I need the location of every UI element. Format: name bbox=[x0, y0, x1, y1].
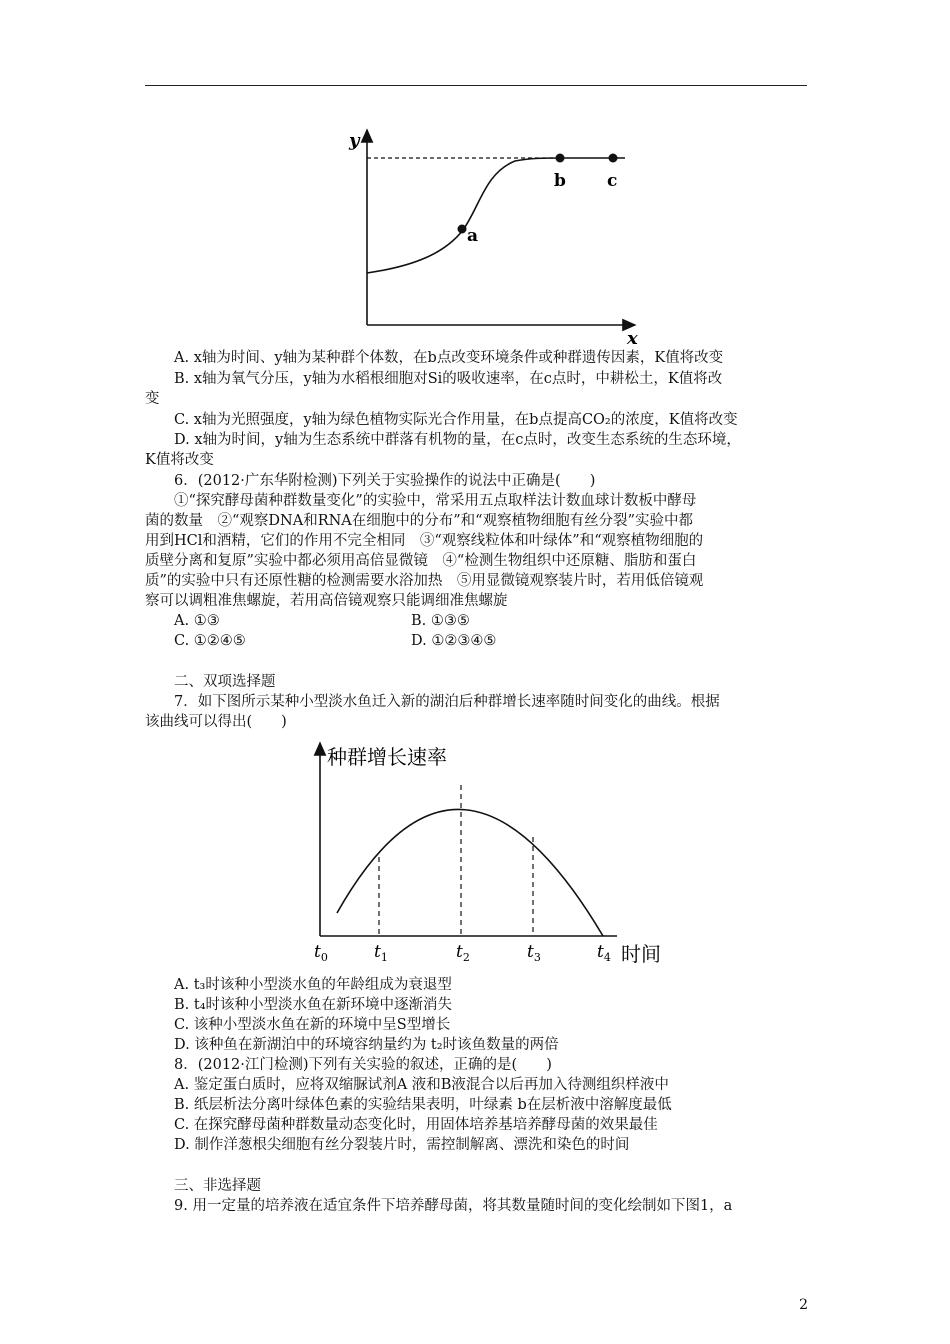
figure-growth-rate bbox=[305, 735, 665, 970]
q5-option-d-cont: K值将改变 bbox=[145, 452, 214, 468]
q7-option-a: A. t₃时该种小型淡水鱼的年龄组成为衰退型 bbox=[174, 977, 452, 993]
tick-label-t2: $t_2$ bbox=[456, 942, 470, 964]
tick-label-t4: $t_4$ bbox=[597, 942, 611, 964]
point-b-label: b bbox=[554, 171, 566, 191]
growth-rate-curve bbox=[337, 809, 603, 936]
q8-option-b: B. 纸层析法分离叶绿体色素的实验结果表明，叶绿素 b在层析液中溶解度最低 bbox=[174, 1097, 672, 1113]
point-a-label: a bbox=[467, 226, 479, 246]
point-c-label: c bbox=[607, 171, 618, 191]
q6-body-line: 质壁分离和复原”实验中都必须用高倍显微镜 ④“检测生物组织中还原糖、脂肪和蛋白 bbox=[145, 553, 697, 569]
x-axis-label: 时间 bbox=[621, 942, 661, 966]
q7-option-d: D. 该种鱼在新湖泊中的环境容纳量约为 t₂时该鱼数量的两倍 bbox=[174, 1037, 559, 1053]
q6-option-c: C. ①②④⑤ bbox=[174, 633, 246, 649]
header-rule bbox=[145, 85, 807, 86]
q6-body-line: 用到HCl和酒精，它们的作用不完全相同 ③“观察线粒体和叶绿体”和“观察植物细胞的 bbox=[145, 533, 704, 549]
q5-option-a: A. x轴为时间、y轴为某种群个体数，在b点改变环境条件或种群遗传因素，K值将改变 bbox=[174, 350, 724, 366]
tick-label-t1: $t_1$ bbox=[374, 942, 388, 964]
section-2-heading: 二、双项选择题 bbox=[174, 674, 276, 690]
q6-stem: 6．(2012·广东华附检测)下列关于实验操作的说法中正确是( ) bbox=[174, 473, 596, 489]
q6-body-line: 菌的数量 ②“观察DNA和RNA在细胞中的分布”和“观察植物细胞有丝分裂”实验中都 bbox=[145, 513, 694, 529]
q8-option-a: A. 鉴定蛋白质时，应将双缩脲试剂A 液和B液混合以后再加入待测组织样液中 bbox=[174, 1077, 669, 1093]
q7-option-b: B. t₄时该种小型淡水鱼在新环境中逐渐消失 bbox=[174, 997, 453, 1013]
q6-option-a: A. ①③ bbox=[174, 613, 220, 629]
x-axis-label: x bbox=[627, 328, 638, 348]
q6-option-b: B. ①③⑤ bbox=[411, 613, 470, 629]
q8-option-c: C. 在探究酵母菌种群数量动态变化时，用固体培养基培养酵母菌的效果最佳 bbox=[174, 1117, 658, 1133]
point-c bbox=[609, 154, 618, 163]
q6-body-line: ①“探究酵母菌种群数量变化”的实验中，常采用五点取样法计数血球计数板中酵母 bbox=[174, 493, 697, 509]
s-curve bbox=[367, 158, 625, 273]
q5-option-c: C. x轴为光照强度，y轴为绿色植物实际光合作用量，在b点提高CO₂的浓度，K值将改变 bbox=[174, 412, 738, 428]
q6-body-line: 质”的实验中只有还原性糖的检测需要水浴加热 ⑤用显微镜观察装片时，若用低倍镜观 bbox=[145, 573, 704, 589]
q7-stem-cont: 该曲线可以得出( ) bbox=[145, 714, 287, 730]
q5-option-b-cont: 变 bbox=[145, 391, 160, 407]
q8-option-d: D. 制作洋葱根尖细胞有丝分裂装片时，需控制解离、漂洗和染色的时间 bbox=[174, 1137, 630, 1153]
q8-stem: 8．(2012·江门检测)下列有关实验的叙述，正确的是( ) bbox=[174, 1057, 552, 1073]
q5-option-d: D. x轴为时间，y轴为生态系统中群落有机物的量，在c点时，改变生态系统的生态环境， bbox=[174, 432, 741, 448]
q6-body-line: 察可以调粗准焦螺旋，若用高倍镜观察只能调细准焦螺旋 bbox=[145, 593, 508, 609]
q9-stem: 9. 用一定量的培养液在适宜条件下培养酵母菌，将其数量随时间的变化绘制如下图1，a bbox=[174, 1198, 733, 1214]
page-number: 2 bbox=[799, 1297, 808, 1313]
y-axis-label: y bbox=[349, 130, 360, 151]
point-a bbox=[458, 225, 467, 234]
tick-label-t0: $t_0$ bbox=[314, 942, 328, 964]
q5-option-b: B. x轴为氧气分压，y轴为水稻根细胞对Si的吸收速率，在c点时，中耕松土，K值将改 bbox=[174, 371, 723, 387]
y-axis-label: 种群增长速率 bbox=[327, 745, 447, 769]
section-3-heading: 三、非选择题 bbox=[174, 1178, 261, 1194]
point-b bbox=[556, 154, 565, 163]
q7-option-c: C. 该种小型淡水鱼在新的环境中呈S型增长 bbox=[174, 1017, 451, 1033]
q7-stem: 7．如下图所示某种小型淡水鱼迁入新的湖泊后种群增长速率随时间变化的曲线。根据 bbox=[174, 694, 720, 710]
figure-s-curve bbox=[335, 118, 655, 348]
tick-label-t3: $t_3$ bbox=[527, 942, 541, 964]
q6-option-d: D. ①②③④⑤ bbox=[411, 633, 497, 649]
